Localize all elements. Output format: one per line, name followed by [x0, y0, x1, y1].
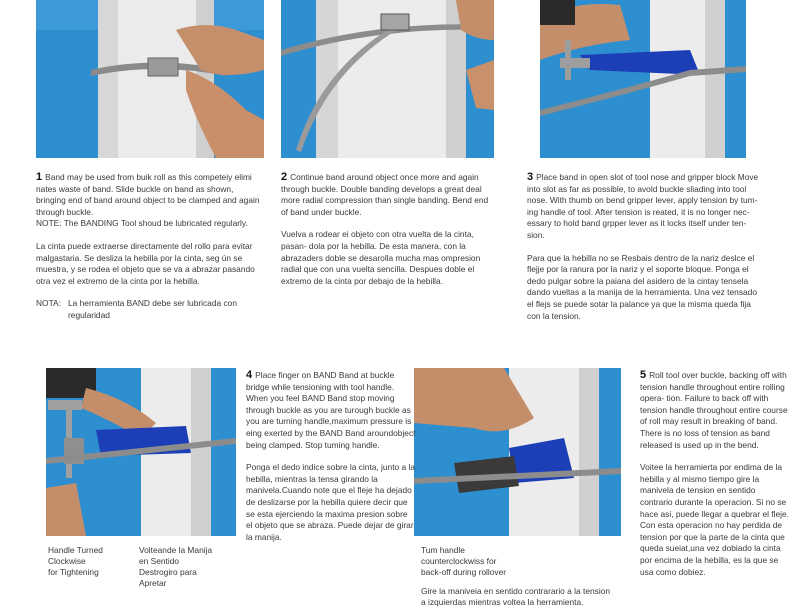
photo-step-3	[540, 0, 746, 158]
step-2-number: 2	[281, 171, 288, 183]
step-3-en: 3 Place band in open slot of tool nose and gripper block Move into slot as far as possible, to avold buckle sliading into tool nose. With thumb on bend gripper lever, apply tension by tum- ing handle of tool. After tension is reated, it is no longer nec- essary to hold band grpper lever as it locks itself under ten- sion.	[527, 171, 759, 240]
step-1-es-note-text: La herramienta BAND debe ser lubricada con regularidad	[68, 298, 237, 320]
step-1-number: 1	[36, 171, 43, 183]
step-5-en: 5 Roll tool over buckle, backing off with tension handle throughout entire rolling opera- tion. Failure to back off with tension handle throughout entire course of roll may result in breaking of band. There is no loss of tension as band released is used up in the bend.	[640, 369, 788, 450]
photo-step-4	[46, 368, 236, 536]
step-1-text	[36, 172, 262, 322]
step-2-en: 2 Continue band around object once more and again through buckle. Double banding develops a great deal more radial compression than single banding. Bend end of band under buckle.	[281, 171, 489, 217]
photo-step-5	[414, 368, 621, 536]
caption-handle-counterclockwise-en: Tum handle counterclockwiss for back-off during rollover	[421, 545, 507, 577]
step-5-es: Voitee la herramierta por endima de la hebilla y al mismo tiempo gire la manivela de tension en sentido contrario durante la operacion. Si no se hace asi, puede llegar a quebrar el fleje. Con esta operacion no hay perdida de tension por que la parte de la cinta que queda sueiat,una vez dobiado la cinta por encima de la hebilla, es la que se usa como dobiez.	[640, 462, 789, 577]
step-1-es: La cinta puede extraerse directamente del rollo para evitar malgastaria. Se desliza la hebilla por la cinta, seg ún se muestra, y se rodea el objeto que se va a abrazar pasando otra vez el extremo de la cinta por la hebilla.	[36, 240, 255, 286]
step-4-en: 4 Place finger on BAND Band at buckle bridge while tensioning with tool handle. When you feel BAND Band stop moving through buckle as you are turough buckle as you are turning handle,maximum pressure is eing exerted by the BAND Band aroundobject being clamped. Stop tuming handle.	[246, 369, 416, 450]
step-3-es: Para que la hebilla no se Resbais dentro de la nariz deslce el flejje por la ranura por la nariz y el soporte bloque. Ponga el dedo pulgar sobre la paiana del asidero de la cintay tensela dando vueltas a la manija de la herramienta. Una vez tensado el flejs se puede sotar la palance ya que la misma queda fija con la tension.	[527, 252, 757, 321]
caption-handle-counterclockwise-es: Gire la maniveia en sentido contrarario a la tension a izquierdas mientras voltea la herramienta.	[421, 586, 611, 607]
step-2-es: Vuelva a rodear ei objeto con otra vuelta de la cinta, pasan- dola por la hebilla. De esta manera, con la abrazaders doble se desarolla mucha mas ompresion radial que con una vuelta sencilla. Despues doble el extremo de la cinta por debajo de la hebilla.	[281, 229, 481, 286]
step-4-es: Ponga el dedo indice sobre la cinta, junto a la hebilla, mientras la tensa girando la manivela.Cuando note que el fleje ha dejado de deslizarse por la hebilla quiere decir que se esta ejerciendo la maxima presion sobre el objeto que se abraza. Puede dejar de girar la manija.	[246, 462, 416, 542]
step-5-text	[640, 370, 790, 578]
step-3-text	[527, 172, 765, 322]
photo-step-1	[36, 0, 264, 158]
step-4-text	[246, 370, 416, 543]
step-2-text	[281, 172, 493, 287]
caption-handle-clockwise-es: Volteande la Manija en Sentido Destrogiro para Apretar	[139, 545, 213, 588]
photo-step-2	[281, 0, 494, 158]
step-5-number: 5	[640, 369, 647, 381]
step-1-es-note-label: NOTA:	[36, 298, 61, 309]
step-3-number: 3	[527, 171, 534, 183]
step-1-en: 1 Band may be used from buik roll as this competeiy elimi nates waste of band. Slide buckle on band as shown, bringing end of band around object to be clamped and again through buckle.	[36, 171, 260, 217]
step-1-es-note	[36, 298, 262, 321]
step-4-number: 4	[246, 369, 253, 381]
caption-handle-clockwise-en: Handle Turned Clockwise for Tightening	[48, 545, 103, 577]
step-1-en-note: NOTE: The BANDING Tool shoud be lubricated regularly.	[36, 218, 248, 229]
